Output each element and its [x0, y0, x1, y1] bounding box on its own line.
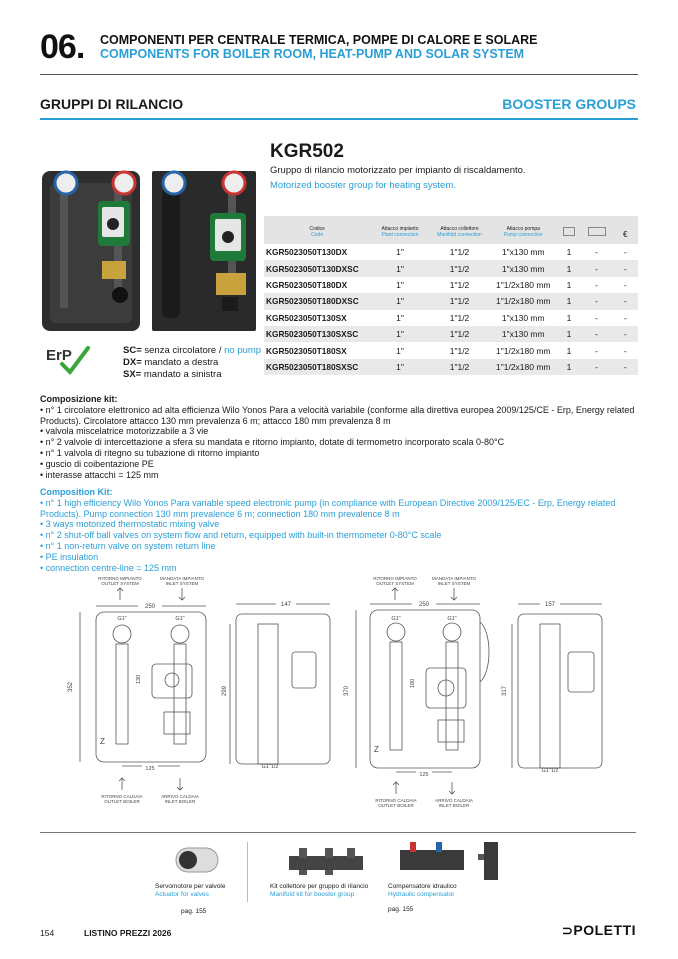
table-cell: 1": [396, 312, 404, 323]
pallet-icon: [588, 227, 606, 236]
compensator-image: [396, 840, 514, 882]
dr-side-height: 317: [502, 685, 508, 696]
actuator-image: [172, 842, 222, 878]
table-cell: 1"1/2: [449, 312, 470, 323]
legend-sx: SX= mandato a sinistra: [123, 369, 222, 380]
manifold-image: [285, 846, 367, 876]
table-row: [264, 359, 638, 375]
table-cell: -: [595, 312, 598, 323]
dr-pump: 180: [410, 678, 416, 688]
table-cell: -: [581, 260, 613, 276]
dl-bin-en: INLET BOILER: [164, 799, 196, 804]
composition-en-item: • PE insulation: [40, 551, 99, 562]
table-cell: 1"x130 mm: [489, 260, 557, 276]
product-photo: [40, 163, 258, 333]
dl-pump: 130: [136, 674, 142, 684]
table-cell: 1: [557, 326, 580, 342]
drawing-right: [344, 576, 602, 808]
accessory-actuator-page: pag. 155: [181, 908, 207, 915]
chapter-title-it: COMPONENTI PER CENTRALE TERMICA, POMPE DI CALORE E SOLARE: [100, 33, 538, 47]
svg-text:Z: Z: [100, 737, 105, 746]
dl-side-height: 299: [222, 685, 228, 696]
table-cell: 1"x130 mm: [501, 247, 545, 258]
composition-en-title: Composition Kit:: [40, 487, 113, 497]
table-cell: 1: [566, 247, 572, 258]
cell-code: KGR5023050T130SX: [266, 312, 347, 323]
dr-bin-it: ARRIVO CALDAIA: [435, 798, 473, 803]
dr-return-en: OUTLET SYSTEM: [376, 581, 414, 586]
composition-en-item: • n° 1 non-return valve on system return line: [40, 540, 216, 551]
chapter-title-en: COMPONENTS FOR BOILER ROOM, HEAT-PUMP AND SOLAR SYSTEM: [100, 47, 525, 61]
composition-it: [40, 394, 640, 480]
table-row: [264, 244, 638, 260]
dr-g-top-a: G1": [391, 616, 401, 622]
dl-bret-it: RITORNO CALDAIA: [101, 794, 143, 799]
table-cell: 1"1/2: [449, 279, 470, 290]
composition-en-item: • connection centre-line = 125 mm: [40, 562, 177, 573]
cell-code: KGR5023050T130DX: [266, 247, 348, 258]
table-cell: -: [623, 247, 627, 258]
table-cell: 1"1/2x180 mm: [489, 359, 557, 375]
product-description-it: Gruppo di rilancio motorizzato per impianto di riscaldamento.: [270, 165, 526, 176]
table-cell: 1: [566, 312, 572, 323]
table-cell: 1"1/2: [430, 359, 490, 375]
table-cell: 1"1/2x180 mm: [495, 279, 551, 290]
erp-logo: [44, 338, 92, 378]
drawing-left: [68, 576, 330, 804]
cell-code: KGR5023050T130DXSC: [264, 260, 370, 276]
cell-code: KGR5023050T180DX: [266, 279, 348, 290]
technical-drawings: [40, 572, 638, 812]
table-cell: 1"x130 mm: [501, 312, 545, 323]
table-cell: 1": [370, 326, 430, 342]
cell-code: KGR5023050T180SX: [266, 345, 347, 356]
table-cell: -: [581, 293, 613, 309]
accessory-compensator-page: pag. 155: [388, 906, 414, 913]
table-cell: 1"x130 mm: [489, 326, 557, 342]
table-row: [264, 326, 638, 342]
dr-return-it: RITORNO IMPIANTO: [373, 576, 417, 581]
table-cell: -: [595, 345, 598, 356]
product-description-en: Motorized booster group for heating system.: [270, 180, 456, 191]
brand-name: POLETTI: [573, 922, 637, 938]
col-box: [557, 216, 580, 244]
brand-logo: [562, 922, 636, 939]
table-cell: 1: [566, 345, 572, 356]
page-number: 154: [40, 928, 55, 938]
legend: [123, 345, 261, 381]
table-cell: 1"1/2: [430, 326, 490, 342]
legend-sc: SC= senza circolatore / no pump: [123, 345, 262, 356]
accessories-divider: [40, 832, 636, 833]
dl-bin-it: ARRIVO CALDAIA: [161, 794, 199, 799]
cell-code: KGR5023050T130SXSC: [264, 326, 370, 342]
composition-it-item: • interasse attacchi = 125 mm: [40, 469, 159, 480]
table-row: [264, 293, 638, 309]
table-row: [264, 277, 638, 293]
table-cell: -: [595, 279, 598, 290]
cell-code: KGR5023050T180DXSC: [264, 293, 370, 309]
table-cell: 1"1/2: [430, 293, 490, 309]
legend-dx: DX= mandato a destra: [123, 357, 219, 368]
table-cell: 1"1/2x180 mm: [495, 345, 551, 356]
col-manifold: Attacco collettore Manifold connection: [437, 226, 482, 238]
composition-en: [40, 487, 640, 573]
dr-g-top-b: G1": [447, 616, 457, 622]
dl-g-top-b: G1": [175, 616, 185, 622]
dl-return-en: OUTLET SYSTEM: [101, 581, 139, 586]
dr-bret-en: OUTLET BOILER: [378, 803, 414, 808]
table-row: [264, 260, 638, 276]
table-cell: 1"1/2: [449, 345, 470, 356]
dr-bin-en: INLET BOILER: [438, 803, 470, 808]
dl-side-width: 147: [280, 602, 292, 608]
table-cell: -: [623, 345, 627, 356]
table-cell: 1": [370, 293, 430, 309]
dl-width: 250: [144, 604, 156, 610]
col-pallet: [581, 216, 613, 244]
section-title-en: BOOSTER GROUPS: [502, 96, 636, 112]
table-row: [264, 342, 638, 358]
price-table: [264, 216, 638, 375]
table-cell: -: [623, 312, 627, 323]
composition-en-item: • n° 1 high efficiency Wilo Yonos Para variable speed electronic pump (in compliance with European Directive 2009/125/EC - Erp, Energy related Products). Pump connection 130 mm prevalence 6 m; connection 180 mm prevalence 8 m: [40, 497, 616, 519]
table-cell: -: [613, 293, 639, 309]
dr-g-bottom: G1"1/2: [541, 768, 559, 774]
section-divider: [40, 118, 638, 120]
table-cell: 1"1/2: [430, 260, 490, 276]
composition-it-item: • n° 1 valvola di ritegno su tubazione di ritorno impianto: [40, 447, 260, 458]
erp-logo-text: ErP: [46, 347, 72, 364]
price-list-label: LISTINO PREZZI 2026: [84, 928, 172, 938]
dr-height: 370: [344, 685, 350, 696]
dl-height: 352: [68, 681, 74, 692]
accessory-compensator: Compensatore idraulico Hydraulic compensator: [388, 883, 457, 898]
composition-en-item: • 3 ways motorized thermostatic mixing valve: [40, 519, 220, 530]
accessory-manifold: Kit collettore per gruppo di rilancio Manifold kit for booster group: [270, 883, 369, 898]
dl-return-it: RITORNO IMPIANTO: [98, 576, 142, 581]
cell-code: KGR5023050T180SXSC: [264, 359, 370, 375]
col-price: €: [623, 230, 628, 239]
table-cell: -: [613, 326, 639, 342]
composition-it-title: Composizione kit:: [40, 394, 118, 404]
header-divider: [40, 74, 638, 75]
composition-it-item: • n° 1 circolatore elettronico ad alta efficienza Wilo Yonos Para a velocità variabile (conforme alla direttiva europea 2009/125/CE - Erp, Energy related Products). Circolatore attacco 130 mm prevalenza 6 m; attacco 180 mm prevalenza 8 m: [40, 404, 635, 426]
table-cell: -: [613, 260, 639, 276]
svg-text:Z: Z: [374, 745, 379, 754]
table-cell: 1": [370, 260, 430, 276]
dl-bret-en: OUTLET BOILER: [104, 799, 140, 804]
table-cell: 1: [557, 359, 580, 375]
dl-g-bottom: G1"1/2: [261, 764, 279, 770]
dr-centre: 125: [419, 772, 429, 778]
table-cell: 1: [566, 279, 572, 290]
section-title-it: GRUPPI DI RILANCIO: [40, 96, 184, 112]
dr-flow-en: INLET SYSTEM: [437, 581, 471, 586]
col-pump: Attacco pompa Pump connection: [503, 226, 543, 238]
table-row: [264, 310, 638, 326]
composition-it-item: • guscio di coibentazione PE: [40, 458, 154, 469]
composition-en-item: • n° 2 shut-off ball valves on system flow and return, equipped with built-in thermometer 0-80°C scale: [40, 530, 442, 541]
product-code: KGR502: [270, 141, 344, 162]
chapter-number: 06.: [40, 28, 85, 66]
dr-side-width: 157: [544, 602, 556, 608]
composition-it-item: • n° 2 valvole di intercettazione a sfera su mandata e ritorno impianto, dotate di termometro incorporato scala 0-80°C: [40, 437, 505, 448]
accessory-actuator: Servomotore per valvole Actuator for valves: [155, 883, 226, 898]
dl-centre: 125: [145, 766, 155, 772]
box-icon: [563, 227, 575, 236]
table-cell: 1": [396, 247, 404, 258]
dl-flow-it: MANDATA IMPIANTO: [159, 576, 205, 581]
col-plant: Attacco impianto Plant connection: [381, 226, 419, 238]
table-cell: 1": [396, 279, 404, 290]
table-cell: 1: [557, 293, 580, 309]
table-cell: 1"1/2x180 mm: [489, 293, 557, 309]
table-cell: 1": [370, 359, 430, 375]
table-cell: -: [581, 326, 613, 342]
table-cell: -: [623, 279, 627, 290]
dr-width: 250: [418, 602, 430, 608]
table-cell: -: [581, 359, 613, 375]
brand-logo-icon: ⊃: [562, 923, 574, 938]
dr-flow-it: MANDATA IMPIANTO: [431, 576, 477, 581]
col-code: Codice Code: [309, 226, 325, 238]
accessory-separator: [247, 842, 248, 902]
composition-it-item: • valvola miscelatrice motorizzabile a 3 vie: [40, 426, 209, 437]
table-header-row: [264, 216, 638, 244]
dl-g-top-a: G1": [117, 616, 127, 622]
table-cell: 1: [557, 260, 580, 276]
dl-flow-en: INLET SYSTEM: [165, 581, 199, 586]
table-cell: 1"1/2: [449, 247, 470, 258]
table-cell: 1": [396, 345, 404, 356]
dr-bret-it: RITORNO CALDAIA: [375, 798, 417, 803]
table-cell: -: [613, 359, 639, 375]
table-cell: -: [595, 247, 598, 258]
